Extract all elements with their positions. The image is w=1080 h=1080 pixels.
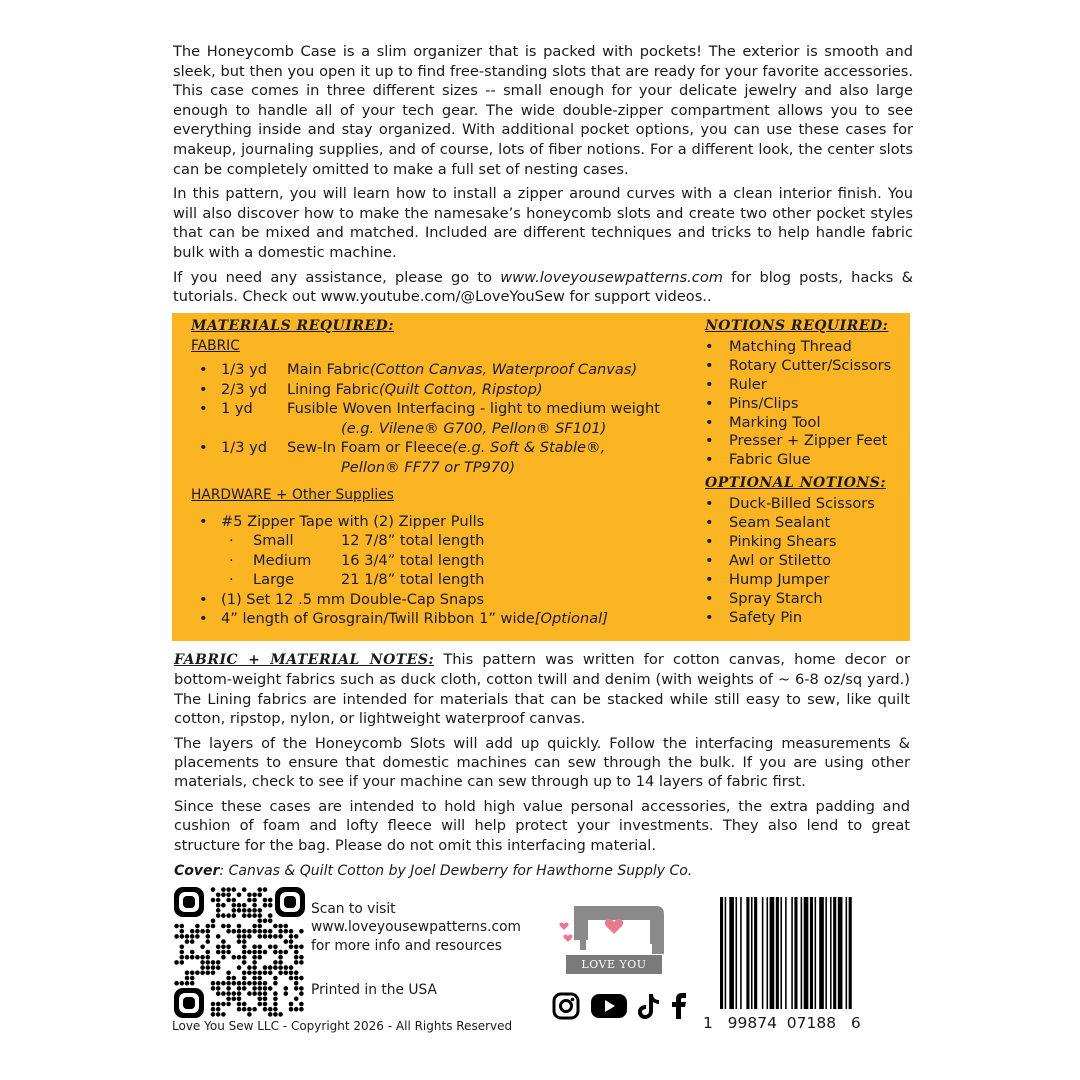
intro-paragraph-3 <box>173 268 913 307</box>
youtube-icon[interactable] <box>590 992 628 1024</box>
list-item: • Pins/Clips <box>705 394 799 412</box>
interfacing-example: (e.g. Vilene® G700, Pellon® SF101) <box>341 419 607 437</box>
materials-column <box>191 317 701 629</box>
fabric-item: • 1/3 yd Sew-In Foam or Fleece (e.g. Soft & Stable®, <box>199 439 606 456</box>
scan-text: Scan to visit www.loveyousewpatterns.com for more info and resources <box>311 901 521 954</box>
hardware-list <box>191 512 701 629</box>
materials-heading: MATERIALS REQUIRED: <box>191 318 394 334</box>
optional-notions-list <box>705 495 905 627</box>
list-item: • Spray Starch <box>705 589 823 607</box>
barcode <box>720 897 906 1009</box>
list-item: • Seam Sealant <box>705 514 831 532</box>
social-icons <box>552 992 688 1024</box>
fabric-item: • 1 yd Fusible Woven Interfacing - light to medium weight <box>199 400 661 417</box>
hardware-heading: HARDWARE + Other Supplies <box>191 487 394 503</box>
tiktok-icon[interactable] <box>638 992 660 1024</box>
notions-column <box>705 317 905 632</box>
intro-text <box>173 42 913 312</box>
fabric-heading: FABRIC <box>191 337 240 354</box>
barcode-number: 1 99874 07188 6 <box>703 1014 861 1032</box>
list-item: • Ruler <box>705 375 767 393</box>
hardware-item: • #5 Zipper Tape with (2) Zipper Pulls <box>199 512 485 530</box>
zipper-size: · Medium 16 3/4” total length <box>229 551 485 569</box>
footer-website[interactable]: www.loveyousewpatterns.com <box>311 919 521 936</box>
logo-text: LOVE YOU SEW <box>566 955 662 974</box>
intro-paragraph-1: The Honeycomb Case is a slim organizer that is packed with pockets! The exterior is smooth and sleek, but then you open it up to find free-standing slots that are ready for your favorite accessories. This case comes in three different sizes -- small enough for your delicate jewelry and also large enough to handle all of your tech gear. The wide double-zipper compartment allows you to see everything inside and stay organized. With additional pocket options, you can use these cases for makeup, journaling supplies, and of course, lots of fiber notions. For a different look, the center slots can be completely omitted to make a full set of nesting cases. <box>173 43 913 178</box>
foam-example: Pellon® FF77 or TP970) <box>341 458 516 476</box>
hardware-item: • 4” length of Grosgrain/Twill Ribbon 1” wide [Optional] <box>199 610 608 627</box>
printed-in: Printed in the USA <box>311 982 437 998</box>
website-link[interactable]: www.loveyousewpatterns.com <box>500 268 723 286</box>
intro-p3-start: If you need any assistance, please go to <box>173 268 501 286</box>
list-item: • Pinking Shears <box>705 532 837 550</box>
list-item: • Matching Thread <box>705 337 852 355</box>
material-notes <box>174 650 910 860</box>
notes-paragraph-1: FABRIC + MATERIAL NOTES: This pattern was written for cotton canvas, home decor or bottom-weight fabrics such as duck cloth, cotton twill and denim (with weights of ~ 6-8 oz/sq yard.) The Lining fabrics are intended for materials that can be stacked while still easy to sew, like quilt cotton, ripstop, nylon, or lightweight waterproof canvas. <box>174 651 910 728</box>
cover-credit: Cover: Canvas & Quilt Cotton by Joel Dewberry for Hawthorne Supply Co. <box>174 863 693 879</box>
list-item: • Awl or Stiletto <box>705 551 832 569</box>
optional-notions-heading: OPTIONAL NOTIONS: <box>705 475 886 492</box>
notions-heading: NOTIONS REQUIRED: <box>705 318 889 334</box>
list-item: • Safety Pin <box>705 608 803 626</box>
notes-paragraph-3: Since these cases are intended to hold high value personal accessories, the extra padding and cushion of foam and lofty fleece will help protect your investments. They also lend to great structure for the bag. Please do not omit this interfacing material. <box>174 797 910 854</box>
zipper-size: · Large 21 1/8” total length <box>229 571 485 588</box>
list-item: • Rotary Cutter/Scissors <box>705 356 892 374</box>
hardware-item: • (1) Set 12 .5 mm Double-Cap Snaps <box>199 590 485 608</box>
notions-list <box>705 338 905 470</box>
facebook-icon[interactable] <box>670 992 688 1024</box>
fabric-item: • 2/3 yd Lining Fabric (Quilt Cotton, Ripstop) <box>199 380 543 398</box>
qr-code[interactable] <box>174 887 305 1018</box>
copyright: Love You Sew LLC - Copyright 2026 - All Rights Reserved <box>172 1019 513 1033</box>
fabric-list <box>191 360 701 477</box>
fabric-item: • 1/3 yd Main Fabric (Cotton Canvas, Waterproof Canvas) <box>199 361 638 378</box>
notes-paragraph-2: The layers of the Honeycomb Slots will add up quickly. Follow the interfacing measurements & placements to ensure that domestic machines can sew through the bulk. If you are using other materials, check to see if your machine can sew through up to 14 layers of fabric first. <box>174 734 910 791</box>
notes-heading: FABRIC + MATERIAL NOTES: <box>174 652 435 668</box>
materials-panel <box>172 313 910 641</box>
list-item: • Duck-Billed Scissors <box>705 495 875 513</box>
intro-paragraph-2: In this pattern, you will learn how to install a zipper around curves with a clean interior finish. You will also discover how to make the namesake’s honeycomb slots and create two other pocket styles that can be mixed and matched. Included are different techniques and tricks to help handle fabric bulk with a domestic machine. <box>173 185 913 261</box>
list-item: • Fabric Glue <box>705 451 811 469</box>
list-item: • Presser + Zipper Feet <box>705 432 888 450</box>
list-item: • Hump Jumper <box>705 570 830 588</box>
list-item: • Marking Tool <box>705 413 821 431</box>
instagram-icon[interactable] <box>552 992 580 1024</box>
intro-p3-end: for blog posts, hacks & tutorials. Check out www.youtube.com/@LoveYouSew for support videos.. <box>173 268 913 306</box>
zipper-size: · Small 12 7/8” total length <box>229 532 485 549</box>
